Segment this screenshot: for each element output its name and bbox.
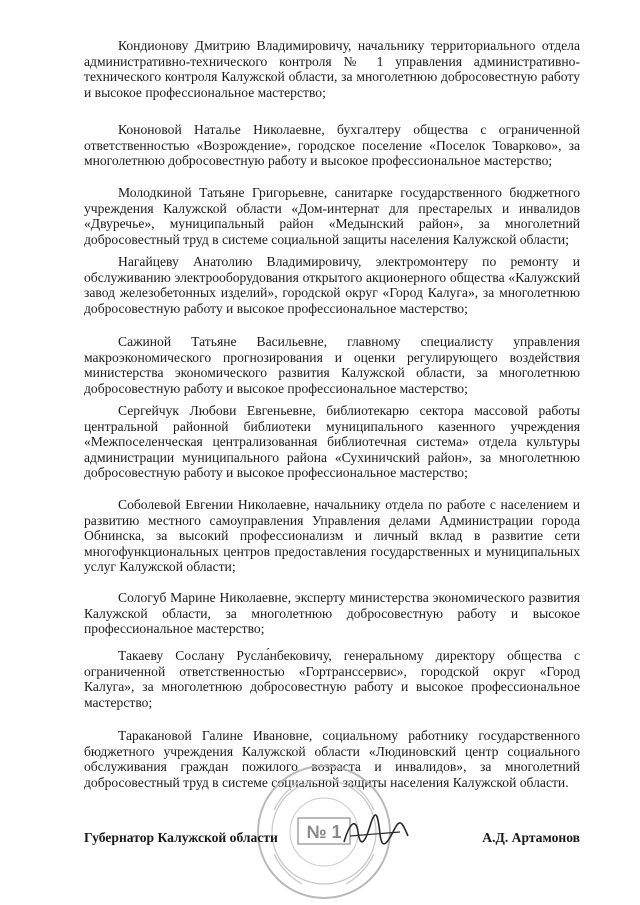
paragraph-kononova: Кононовой Наталье Николаевне, бухгалтеру общества с ограниченной ответственностью «Возрождение», городское поселение «Поселок Товарково», за многолетнюю добросовестную работу и высокое профессиональное мастерство; [84,122,580,169]
paragraph-soboleva: Соболевой Евгении Николаевне, начальнику отдела по работе с населением и развитию местного самоуправления Управления делами Администрации города Обнинска, за высокий профессионализм и личный вклад в развитие сети многофункциональных центров предоставления государственных и муниципальных услуг Калужской области; [84,497,580,575]
paragraph-nagaitsev: Нагайцеву Анатолию Владимировичу, электромонтеру по ремонту и обслуживанию электрооборудования открытого акционерного общества «Калужский завод железобетонных изделий», городской округ «Город Калуга», за многолетнюю добросовестную работу и высокое профессиональное мастерство; [84,254,580,316]
paragraph-kondionov: Кондионову Дмитрию Владимировичу, начальнику территориального отдела административно-технического контроля № 1 управления административно-технического контроля Калужской области, за многолетнюю добросовестную работу и высокое профессиональное мастерство; [84,38,580,100]
paragraph-sazhina: Сажиной Татьяне Васильевне, главному специалисту управления макроэкономического прогнозирования и оценки регулирующего воздействия министерства экономического развития Калужской области, за многолетнюю добросовестную работу и высокое профессиональное мастерство; [84,334,580,396]
stamp-number: № 1 [306,822,342,842]
signatory-title: Губернатор Калужской области [84,830,278,845]
paragraph-sergeichuk: Сергейчук Любови Евгеньевне, библиотекарю сектора массовой работы центральной районной библиотеки муниципального казенного учреждения «Межпоселенческая централизованная библиотечная система» отдела культуры администрации муниципального района «Сухиничский район», за многолетнюю добросовестную работу и высокое профессиональное мастерство; [84,403,580,481]
handwritten-signature [340,812,412,852]
signatory-name: А.Д. Артамонов [482,830,580,845]
paragraph-molodkina: Молодкиной Татьяне Григорьевне, санитарке государственного бюджетного учреждения Калужской области «Дом-интернат для престарелых и инвалидов «Двуречье», муниципальный район «Медынский район», за многолетний добросовестный труд в системе социальной защиты населения Калужской области; [84,185,580,247]
paragraph-sologub: Сологуб Марине Николаевне, эксперту министерства экономического развития Калужской области, за многолетнюю добросовестную работу и высокое профессиональное мастерство; [84,590,580,637]
paragraph-tarakanova: Таракановой Галине Ивановне, социальному работнику государственного бюджетного учреждения Калужской области «Людиновский центр социального обслуживания граждан пожилого возраста и инвалидов», за многолетний добросовестный труд в системе социальной защиты населения Калужской области. [84,728,580,790]
paragraph-takaev: Такаеву Сослану Русла́нбековичу, генеральному директору общества с ограниченной ответственностью «Гортранссервис», городской округ «Город Калуга», за многолетнюю добросовестную работу и высокое профессиональное мастерство; [84,648,580,710]
